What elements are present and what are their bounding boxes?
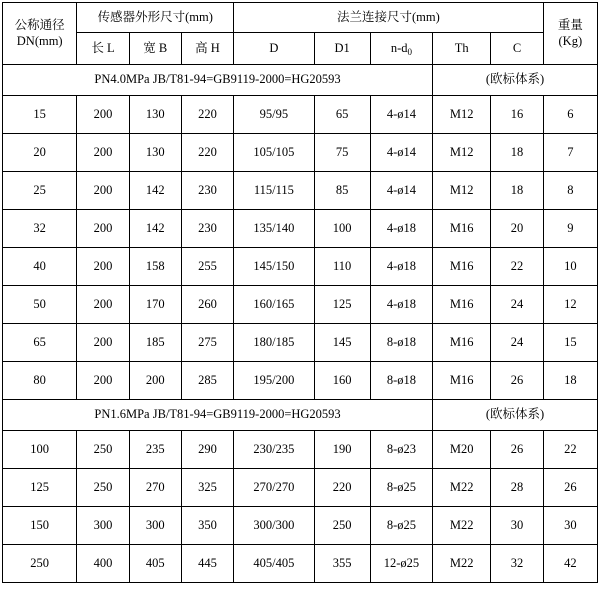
cell-d: 300/300	[234, 507, 314, 545]
section-note: (欧标体系)	[433, 400, 598, 431]
cell-d: 95/95	[234, 96, 314, 134]
table-row	[3, 96, 598, 134]
cell-th: M16	[433, 286, 491, 324]
cell-height: 275	[181, 324, 233, 362]
cell-height: 445	[181, 545, 233, 583]
cell-c: 26	[491, 362, 543, 400]
cell-width: 170	[129, 286, 181, 324]
header-n-d0: $n-d_0$	[370, 33, 432, 65]
cell-weight: 8	[543, 172, 597, 210]
header-c: C	[491, 33, 543, 65]
section-header-row	[3, 400, 598, 431]
cell-d: 135/140	[234, 210, 314, 248]
header-d1: D1	[314, 33, 370, 65]
header-width-b: 宽 B	[129, 33, 181, 65]
cell-dn: 250	[3, 545, 77, 583]
cell-d1: 85	[314, 172, 370, 210]
cell-d1: 190	[314, 431, 370, 469]
cell-d1: 100	[314, 210, 370, 248]
cell-dn: 50	[3, 286, 77, 324]
cell-nd: 4-ø18	[370, 248, 432, 286]
cell-th: M16	[433, 248, 491, 286]
cell-d1: 65	[314, 96, 370, 134]
cell-nd: 4-ø18	[370, 210, 432, 248]
cell-nd: 4-ø14	[370, 134, 432, 172]
cell-c: 26	[491, 431, 543, 469]
cell-height: 350	[181, 507, 233, 545]
cell-c: 18	[491, 172, 543, 210]
cell-width: 270	[129, 469, 181, 507]
cell-dn: 125	[3, 469, 77, 507]
cell-width: 130	[129, 134, 181, 172]
cell-nd: 4-ø14	[370, 96, 432, 134]
cell-length: 300	[77, 507, 129, 545]
cell-height: 255	[181, 248, 233, 286]
cell-c: 20	[491, 210, 543, 248]
cell-dn: 15	[3, 96, 77, 134]
cell-weight: 30	[543, 507, 597, 545]
section-label: PN4.0MPa JB/T81-94=GB9119-2000=HG20593	[3, 65, 433, 96]
cell-th: M12	[433, 172, 491, 210]
cell-th: M20	[433, 431, 491, 469]
table-header-sub-row	[3, 33, 598, 65]
header-d: D	[234, 33, 314, 65]
cell-d: 180/185	[234, 324, 314, 362]
header-nominal-diameter	[3, 3, 77, 65]
section-note: (欧标体系)	[433, 65, 598, 96]
cell-th: M12	[433, 96, 491, 134]
cell-width: 158	[129, 248, 181, 286]
cell-weight: 42	[543, 545, 597, 583]
cell-width: 235	[129, 431, 181, 469]
cell-d1: 125	[314, 286, 370, 324]
cell-weight: 12	[543, 286, 597, 324]
cell-th: M22	[433, 545, 491, 583]
cell-c: 22	[491, 248, 543, 286]
table-row	[3, 431, 598, 469]
cell-length: 200	[77, 286, 129, 324]
cell-nd: 4-ø14	[370, 172, 432, 210]
cell-length: 200	[77, 324, 129, 362]
specification-table	[2, 2, 598, 583]
table-row	[3, 286, 598, 324]
cell-length: 200	[77, 96, 129, 134]
cell-dn: 25	[3, 172, 77, 210]
cell-d1: 110	[314, 248, 370, 286]
cell-th: M22	[433, 507, 491, 545]
cell-c: 24	[491, 286, 543, 324]
cell-length: 200	[77, 362, 129, 400]
cell-height: 290	[181, 431, 233, 469]
cell-dn: 20	[3, 134, 77, 172]
table-row	[3, 324, 598, 362]
cell-d: 105/105	[234, 134, 314, 172]
cell-width: 200	[129, 362, 181, 400]
table-row	[3, 545, 598, 583]
cell-nd: 12-ø25	[370, 545, 432, 583]
cell-weight: 18	[543, 362, 597, 400]
cell-height: 230	[181, 172, 233, 210]
cell-length: 250	[77, 431, 129, 469]
table-row	[3, 134, 598, 172]
cell-nd: 8-ø23	[370, 431, 432, 469]
table-row	[3, 210, 598, 248]
cell-c: 24	[491, 324, 543, 362]
header-th: Th	[433, 33, 491, 65]
cell-height: 230	[181, 210, 233, 248]
cell-length: 400	[77, 545, 129, 583]
header-nominal-diameter-line2: DN(mm)	[16, 33, 63, 48]
cell-weight: 15	[543, 324, 597, 362]
cell-height: 220	[181, 134, 233, 172]
cell-height: 260	[181, 286, 233, 324]
section-label: PN1.6MPa JB/T81-94=GB9119-2000=HG20593	[3, 400, 433, 431]
cell-d1: 250	[314, 507, 370, 545]
cell-th: M16	[433, 362, 491, 400]
cell-d: 405/405	[234, 545, 314, 583]
header-length-l: 长 L	[77, 33, 129, 65]
header-weight	[543, 3, 597, 65]
cell-dn: 40	[3, 248, 77, 286]
cell-d1: 220	[314, 469, 370, 507]
cell-weight: 22	[543, 431, 597, 469]
cell-c: 18	[491, 134, 543, 172]
cell-d: 270/270	[234, 469, 314, 507]
cell-weight: 26	[543, 469, 597, 507]
cell-th: M12	[433, 134, 491, 172]
cell-th: M22	[433, 469, 491, 507]
table-row	[3, 248, 598, 286]
cell-width: 142	[129, 172, 181, 210]
cell-height: 220	[181, 96, 233, 134]
header-weight-line2: (Kg)	[558, 33, 583, 48]
cell-width: 130	[129, 96, 181, 134]
cell-d: 195/200	[234, 362, 314, 400]
cell-d: 145/150	[234, 248, 314, 286]
table-row	[3, 362, 598, 400]
cell-c: 28	[491, 469, 543, 507]
cell-length: 200	[77, 248, 129, 286]
cell-d1: 160	[314, 362, 370, 400]
cell-d1: 75	[314, 134, 370, 172]
cell-th: M16	[433, 324, 491, 362]
cell-d1: 145	[314, 324, 370, 362]
cell-dn: 150	[3, 507, 77, 545]
cell-d1: 355	[314, 545, 370, 583]
table-row	[3, 469, 598, 507]
cell-weight: 9	[543, 210, 597, 248]
cell-d: 115/115	[234, 172, 314, 210]
header-nominal-diameter-line1: 公称通径	[14, 17, 65, 32]
cell-width: 185	[129, 324, 181, 362]
table-row	[3, 507, 598, 545]
cell-width: 142	[129, 210, 181, 248]
cell-d: 160/165	[234, 286, 314, 324]
cell-length: 200	[77, 172, 129, 210]
cell-th: M16	[433, 210, 491, 248]
cell-nd: 8-ø18	[370, 324, 432, 362]
cell-weight: 6	[543, 96, 597, 134]
cell-weight: 10	[543, 248, 597, 286]
header-weight-line1: 重量	[557, 17, 583, 32]
section-header-row	[3, 65, 598, 96]
cell-width: 300	[129, 507, 181, 545]
cell-dn: 32	[3, 210, 77, 248]
cell-nd: 8-ø18	[370, 362, 432, 400]
header-height-h: 高 H	[181, 33, 233, 65]
cell-height: 285	[181, 362, 233, 400]
cell-dn: 65	[3, 324, 77, 362]
cell-weight: 7	[543, 134, 597, 172]
cell-width: 405	[129, 545, 181, 583]
cell-d: 230/235	[234, 431, 314, 469]
cell-height: 325	[181, 469, 233, 507]
table-row	[3, 172, 598, 210]
cell-length: 200	[77, 210, 129, 248]
cell-nd: 8-ø25	[370, 469, 432, 507]
cell-nd: 4-ø18	[370, 286, 432, 324]
cell-c: 16	[491, 96, 543, 134]
table-header-group-row	[3, 3, 598, 33]
cell-dn: 80	[3, 362, 77, 400]
cell-length: 250	[77, 469, 129, 507]
header-sensor-dimensions: 传感器外形尺寸(mm)	[77, 3, 234, 33]
header-flange-dimensions: 法兰连接尺寸(mm)	[234, 3, 544, 33]
cell-c: 32	[491, 545, 543, 583]
cell-dn: 100	[3, 431, 77, 469]
cell-c: 30	[491, 507, 543, 545]
cell-length: 200	[77, 134, 129, 172]
cell-nd: 8-ø25	[370, 507, 432, 545]
